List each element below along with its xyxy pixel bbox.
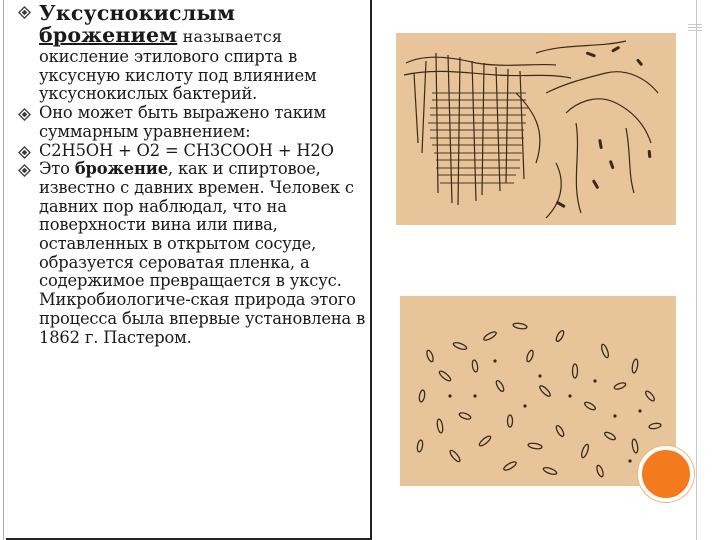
bullet-item [14, 104, 374, 141]
decor-tick [688, 24, 702, 25]
right-decor-line [696, 0, 697, 540]
chemical-equation: C2H5OH + O2 = CH3COOH + H2O [39, 140, 334, 160]
bullet-fleuron-icon [18, 6, 31, 19]
bullet-fleuron-icon [18, 164, 31, 177]
definition-term-line1: Уксуснокислым [39, 1, 236, 25]
history-text-post: , как и спиртовое, известно с давних времен. Человек с давних пор наблюдал, что на поверхности вина или пива, оставленных в открытом сосуде, образуется сероватая пленка, а содержимое превращается в уксус. Микробиологиче-ская природа этого процесса была впервые установлена в 1862 г. Пастером. [39, 159, 366, 347]
bullet-item [14, 160, 374, 347]
definition-term-line2 [39, 24, 374, 48]
definition-text: окисление этилового спирта в уксусную кислоту под влиянием уксуснокислых бактерий. [39, 47, 317, 104]
decor-tick [688, 27, 702, 28]
history-text-bold: брожение [74, 159, 168, 179]
bullet-item [14, 142, 374, 161]
bullet-item [14, 2, 374, 104]
bacteria-rods-drawing [400, 296, 676, 486]
left-rule [3, 0, 4, 540]
bullet-fleuron-icon [18, 108, 31, 121]
equation-intro: Оно может быть выражено таким суммарным уравнением: [39, 103, 326, 141]
decor-orange-circle [638, 446, 694, 502]
decor-tick [688, 30, 702, 31]
bacteria-rods-illustration [400, 296, 676, 486]
bullet-fleuron-icon [18, 146, 31, 159]
history-text-pre: Это [39, 159, 75, 179]
bacteria-film-illustration [396, 33, 676, 225]
text-panel [6, 0, 372, 540]
bullet-list [14, 2, 374, 347]
bacteria-chains-drawing [396, 33, 676, 225]
definition-term: брожением [39, 23, 178, 47]
definition-verb: называется [177, 27, 283, 46]
